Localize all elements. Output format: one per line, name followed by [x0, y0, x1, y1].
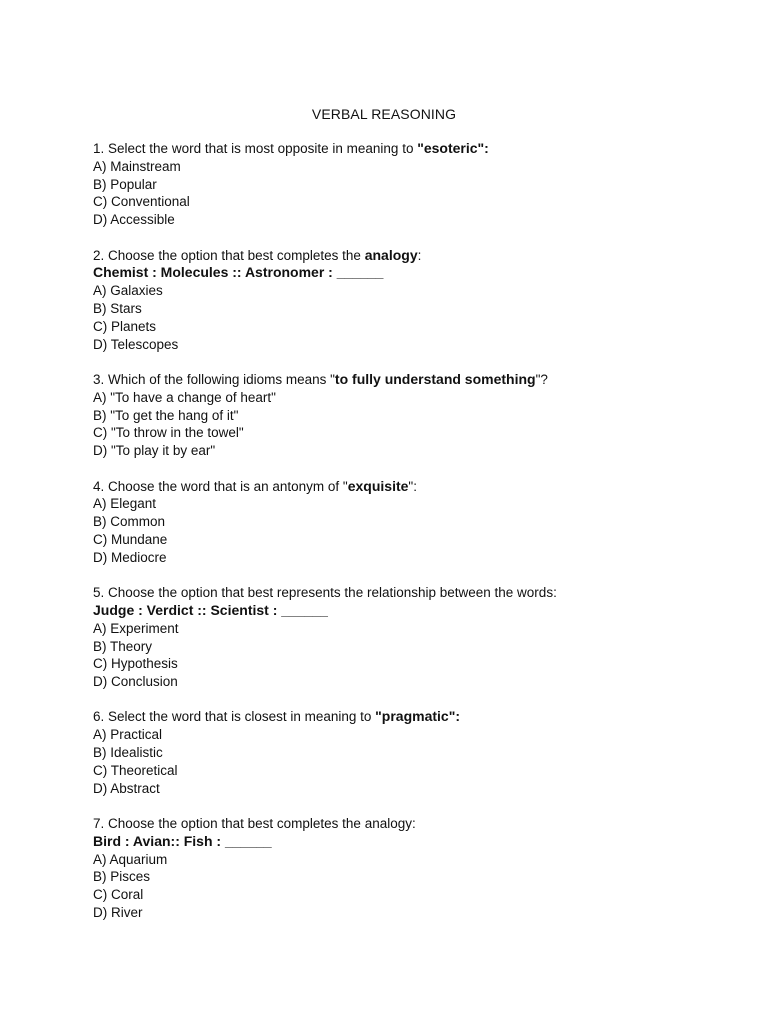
analogy-line: Judge : Verdict :: Scientist : ______ [93, 601, 328, 618]
question-prompt [93, 708, 713, 726]
question-prompt [93, 140, 713, 158]
option-a: A) Experiment [93, 620, 179, 636]
question-number: 1. [93, 141, 105, 156]
question-3 [93, 371, 713, 460]
option-d: D) "To play it by ear" [93, 443, 216, 459]
question-prompt [93, 478, 713, 496]
question-number: 2. [93, 247, 105, 263]
analogy-line: Bird : Avian:: Fish : ______ [93, 832, 272, 849]
prompt-keyword: exquisite [347, 477, 409, 494]
option-c: C) Coral [93, 887, 144, 903]
option-a: A) "To have a change of heart" [93, 389, 276, 405]
option-d: D) Conclusion [93, 674, 178, 690]
question-1 [93, 140, 713, 229]
question-6 [93, 708, 713, 797]
option-b: B) Common [93, 514, 166, 530]
option-a: A) Practical [93, 727, 163, 743]
question-prompt [93, 371, 713, 389]
question-4 [93, 478, 713, 567]
option-a: A) Mainstream [93, 158, 181, 174]
question-prompt [93, 815, 713, 833]
option-a: A) Aquarium [93, 851, 168, 867]
question-number: 6. [93, 709, 105, 725]
question-number: 4. [93, 478, 105, 494]
document-page [93, 104, 713, 939]
prompt-text: Choose the option that best represents the relationship between the words: [108, 585, 557, 601]
prompt-text: Which of the following idioms means " [108, 371, 335, 387]
option-b: B) Idealistic [93, 745, 163, 761]
option-c: C) "To throw in the towel" [93, 425, 244, 441]
option-c: C) Mundane [93, 531, 168, 547]
option-a: A) Galaxies [93, 283, 163, 299]
prompt-text: Select the word that is closest in meaning to [108, 709, 376, 725]
prompt-suffix: "? [535, 371, 548, 387]
prompt-text: Select the word that is most opposite in meaning to [108, 141, 418, 156]
prompt-keyword: to fully understand something [334, 370, 536, 387]
question-7 [93, 815, 713, 922]
option-c: C) Hypothesis [93, 656, 178, 672]
question-number: 3. [93, 371, 105, 387]
option-d: D) Abstract [93, 780, 160, 796]
analogy-line: Chemist : Molecules :: Astronomer : ______ [93, 264, 384, 281]
option-d: D) Mediocre [93, 549, 167, 565]
question-number: 7. [93, 816, 105, 832]
option-b: B) Theory [93, 638, 153, 654]
prompt-suffix: ": [408, 478, 417, 494]
prompt-text: Choose the option that best completes the [108, 247, 365, 263]
prompt-suffix: : [417, 247, 422, 263]
option-d: D) River [93, 905, 143, 921]
option-c: C) Conventional [93, 194, 190, 210]
prompt-text: Choose the word that is an antonym of " [108, 478, 348, 494]
question-5 [93, 584, 713, 691]
prompt-keyword: "esoteric": [417, 140, 489, 156]
option-d: D) Accessible [93, 212, 175, 228]
option-b: B) Pisces [93, 869, 151, 885]
prompt-text: Choose the option that best completes the analogy: [108, 816, 416, 832]
option-c: C) Theoretical [93, 762, 178, 778]
question-prompt [93, 584, 713, 602]
question-2 [93, 247, 713, 354]
option-b: B) Popular [93, 176, 157, 192]
question-prompt [93, 247, 713, 265]
prompt-keyword: "pragmatic": [375, 708, 461, 725]
document-title: VERBAL REASONING [311, 106, 457, 122]
question-number: 5. [93, 585, 105, 601]
option-c: C) Planets [93, 318, 157, 334]
option-b: B) Stars [93, 300, 142, 316]
prompt-keyword: analogy [364, 246, 418, 263]
option-d: D) Telescopes [93, 336, 179, 352]
option-a: A) Elegant [93, 496, 157, 512]
option-b: B) "To get the hang of it" [93, 407, 239, 423]
